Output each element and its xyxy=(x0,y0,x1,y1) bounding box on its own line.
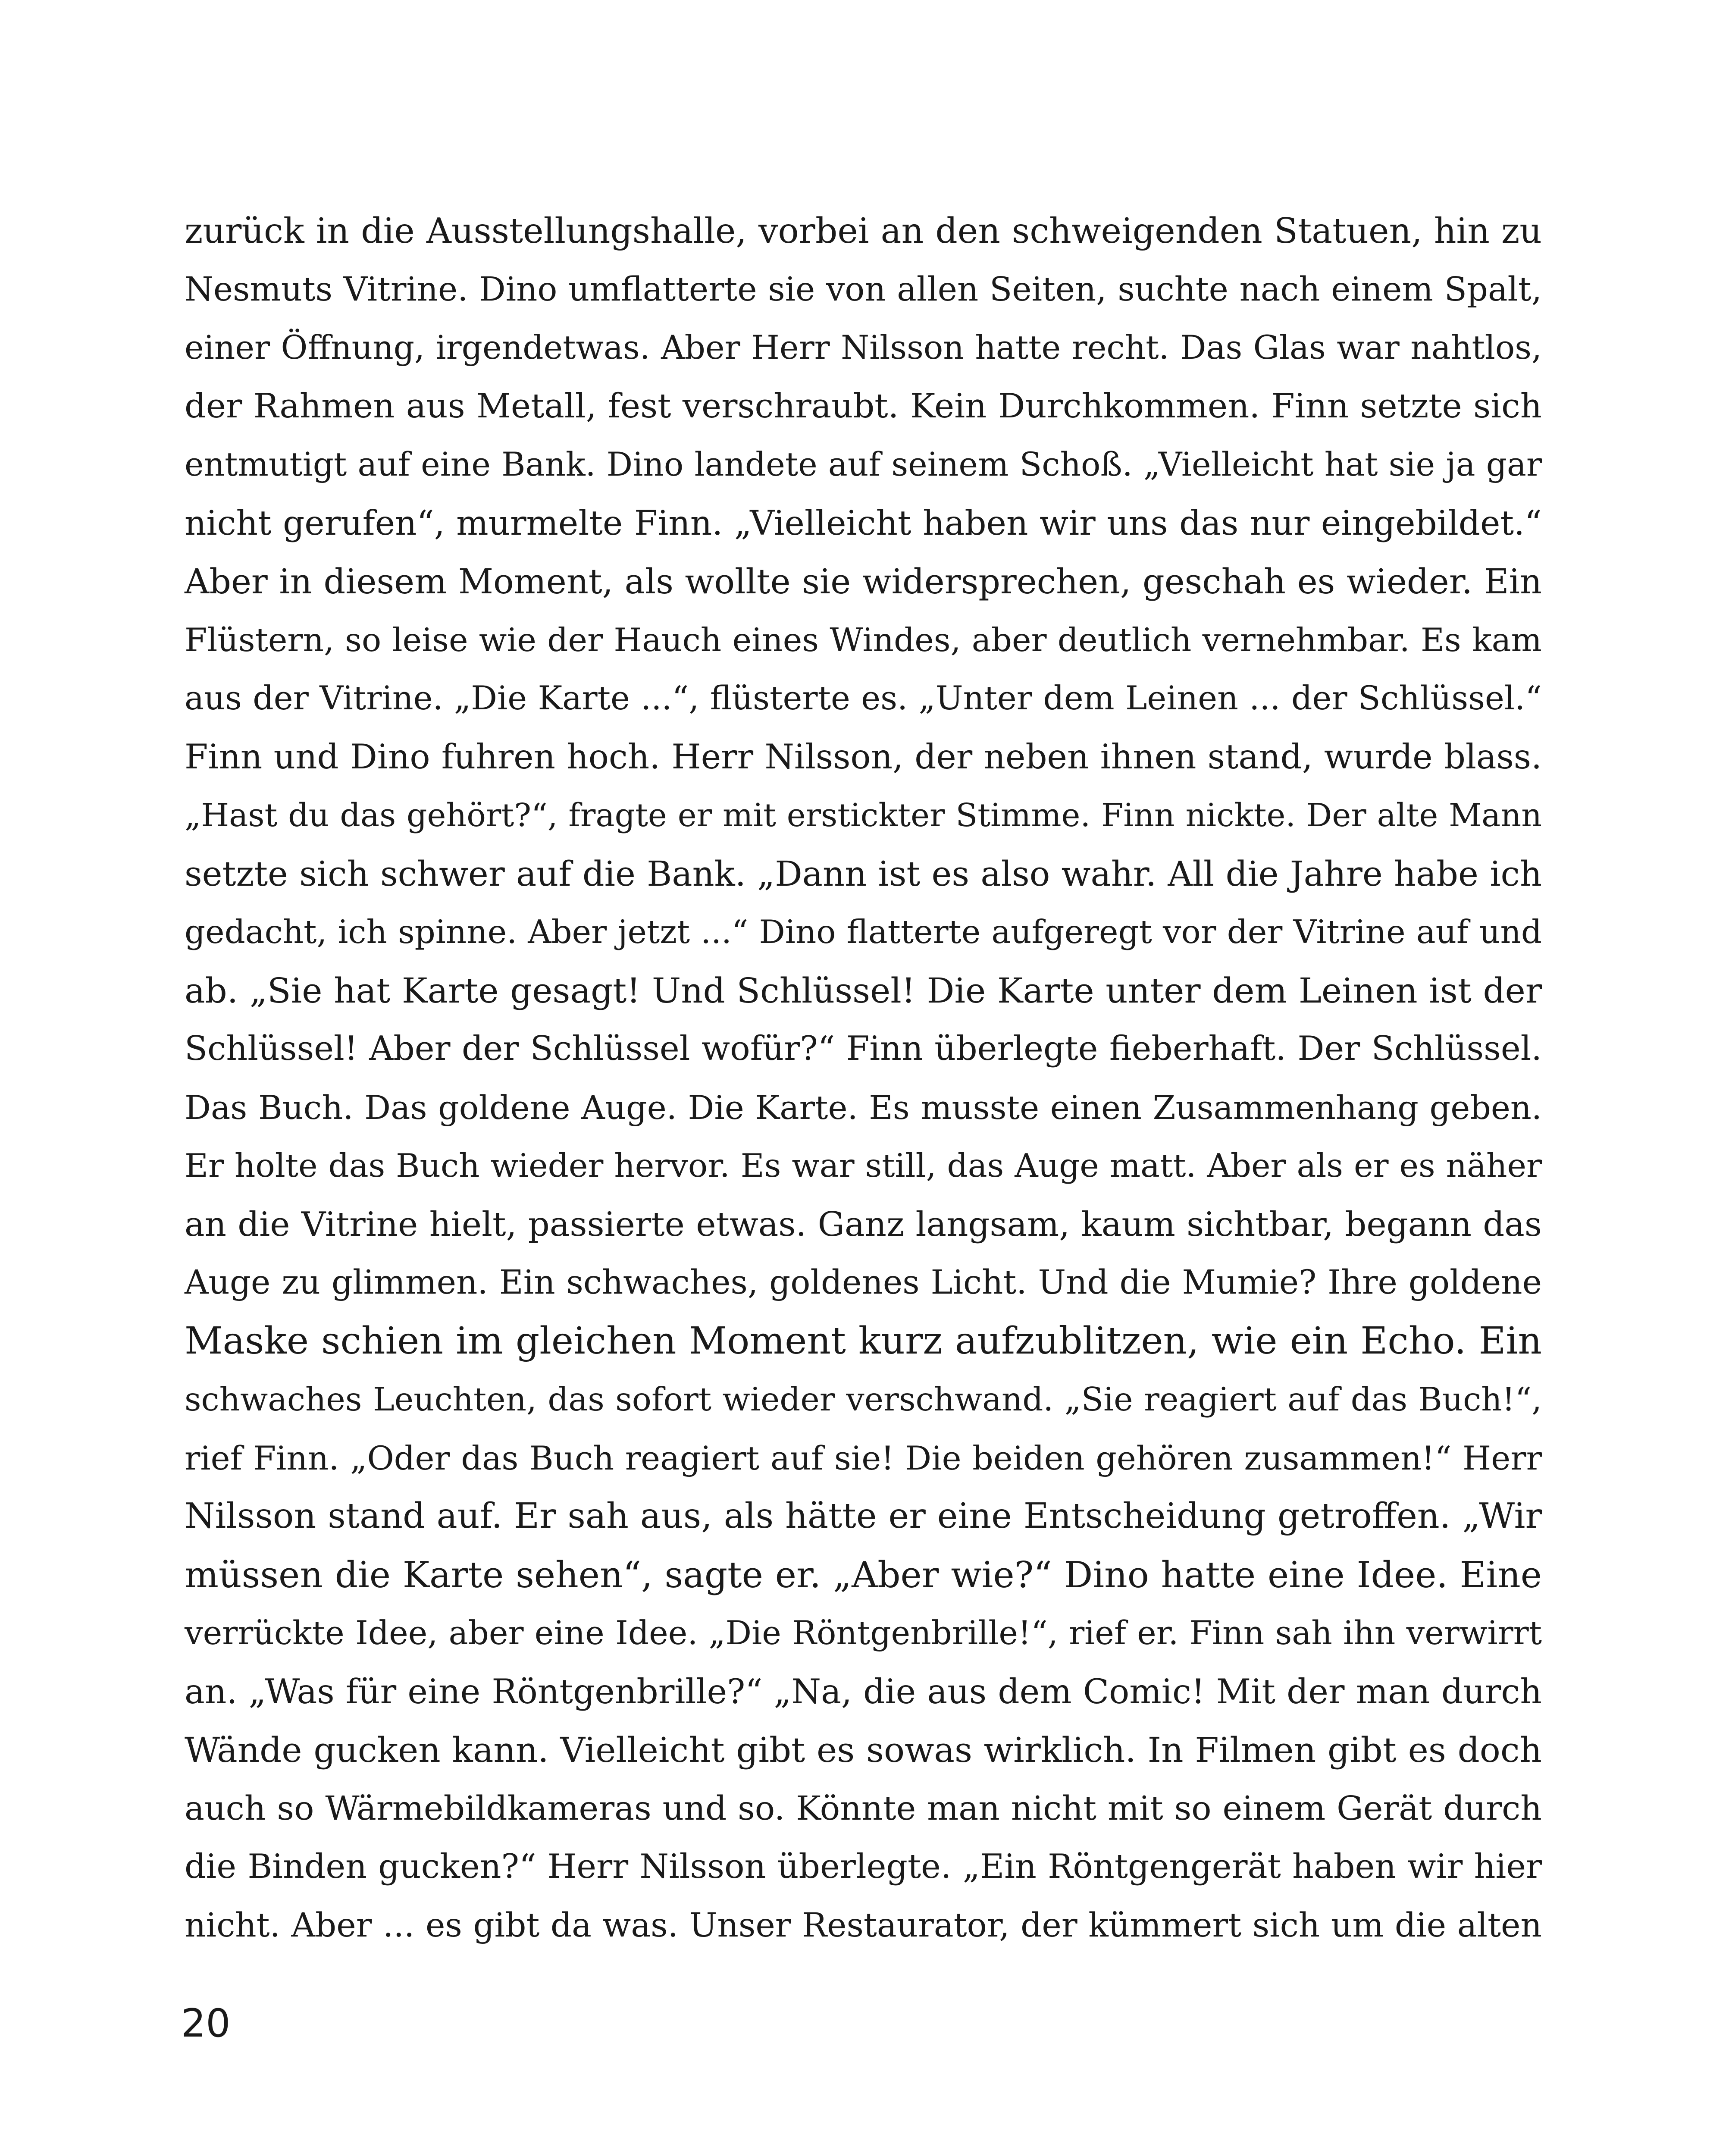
body-text xyxy=(185,202,1542,1955)
text-line: Nilsson stand auf. Er sah aus, als hätte er eine Entscheidung getroffen. „Wir xyxy=(185,1496,1542,1536)
text-line: schwaches Leuchten, das sofort wieder verschwand. „Sie reagiert auf das Buch!“, xyxy=(185,1380,1542,1418)
text-line: Nesmuts Vitrine. Dino umflatterte sie von allen Seiten, suchte nach einem Spalt, xyxy=(185,270,1542,309)
text-line: Maske schien im gleichen Moment kurz aufzublitzen, wie ein Echo. Ein xyxy=(185,1319,1542,1363)
text-line: an. „Was für eine Röntgenbrille?“ „Na, die aus dem Comic! Mit der man durch xyxy=(185,1671,1542,1711)
text-line: Flüstern, so leise wie der Hauch eines Windes, aber deutlich vernehmbar. Es kam xyxy=(185,620,1542,659)
text-line: nicht. Aber ... es gibt da was. Unser Restaurator, der kümmert sich um die alten xyxy=(185,1906,1542,1945)
text-line: rief Finn. „Oder das Buch reagiert auf sie! Die beiden gehören zusammen!“ Herr xyxy=(185,1438,1542,1477)
text-line: aus der Vitrine. „Die Karte ...“, flüsterte es. „Unter dem Leinen ... der Schlüssel.“ xyxy=(185,679,1542,717)
text-line: Aber in diesem Moment, als wollte sie widersprechen, geschah es wieder. Ein xyxy=(185,561,1542,602)
text-line: der Rahmen aus Metall, fest verschraubt. Kein Durchkommen. Finn setzte sich xyxy=(185,386,1542,426)
text-line: die Binden gucken?“ Herr Nilsson überlegte. „Ein Röntgengerät haben wir hier xyxy=(185,1847,1542,1886)
text-line: setzte sich schwer auf die Bank. „Dann ist es also wahr. All die Jahre habe ich xyxy=(185,853,1542,894)
text-line: Er holte das Buch wieder hervor. Es war still, das Auge matt. Aber als er es näher xyxy=(185,1147,1542,1185)
text-line: Finn und Dino fuhren hoch. Herr Nilsson, der neben ihnen stand, wurde blass. xyxy=(185,737,1542,777)
text-line: verrückte Idee, aber eine Idee. „Die Röntgenbrille!“, rief er. Finn sah ihn verwirrt xyxy=(185,1614,1542,1652)
text-line: nicht gerufen“, murmelte Finn. „Vielleicht haben wir uns das nur eingebildet.“ xyxy=(185,503,1542,543)
text-line: an die Vitrine hielt, passierte etwas. Ganz langsam, kaum sichtbar, begann das xyxy=(185,1204,1542,1244)
text-line: Wände gucken kann. Vielleicht gibt es sowas wirklich. In Filmen gibt es doch xyxy=(185,1730,1542,1770)
text-line: auch so Wärmebildkameras und so. Könnte man nicht mit so einem Gerät durch xyxy=(185,1789,1542,1828)
text-line: Auge zu glimmen. Ein schwaches, goldenes Licht. Und die Mumie? Ihre goldene xyxy=(185,1263,1542,1302)
text-line: zurück in die Ausstellungshalle, vorbei an den schweigenden Statuen, hin zu xyxy=(185,210,1542,251)
text-line: einer Öffnung, irgendetwas. Aber Herr Nilsson hatte recht. Das Glas war nahtlos, xyxy=(185,329,1542,367)
page-number: 20 xyxy=(181,2001,231,2046)
text-line: müssen die Karte sehen“, sagte er. „Aber wie?“ Dino hatte eine Idee. Eine xyxy=(185,1554,1542,1596)
text-line: Das Buch. Das goldene Auge. Die Karte. Es musste einen Zusammenhang geben. xyxy=(185,1088,1542,1127)
text-line: ab. „Sie hat Karte gesagt! Und Schlüssel! Die Karte unter dem Leinen ist der xyxy=(185,970,1542,1011)
text-line: „Hast du das gehört?“, fragte er mit erstickter Stimme. Finn nickte. Der alte Mann xyxy=(185,796,1542,834)
text-line: entmutigt auf eine Bank. Dino landete auf seinem Schoß. „Vielleicht hat sie ja gar xyxy=(185,445,1542,483)
text-line: Schlüssel! Aber der Schlüssel wofür?“ Finn überlegte fieberhaft. Der Schlüssel. xyxy=(185,1029,1542,1068)
text-line: gedacht, ich spinne. Aber jetzt ...“ Dino flatterte aufgeregt vor der Vitrine auf und xyxy=(185,913,1542,951)
